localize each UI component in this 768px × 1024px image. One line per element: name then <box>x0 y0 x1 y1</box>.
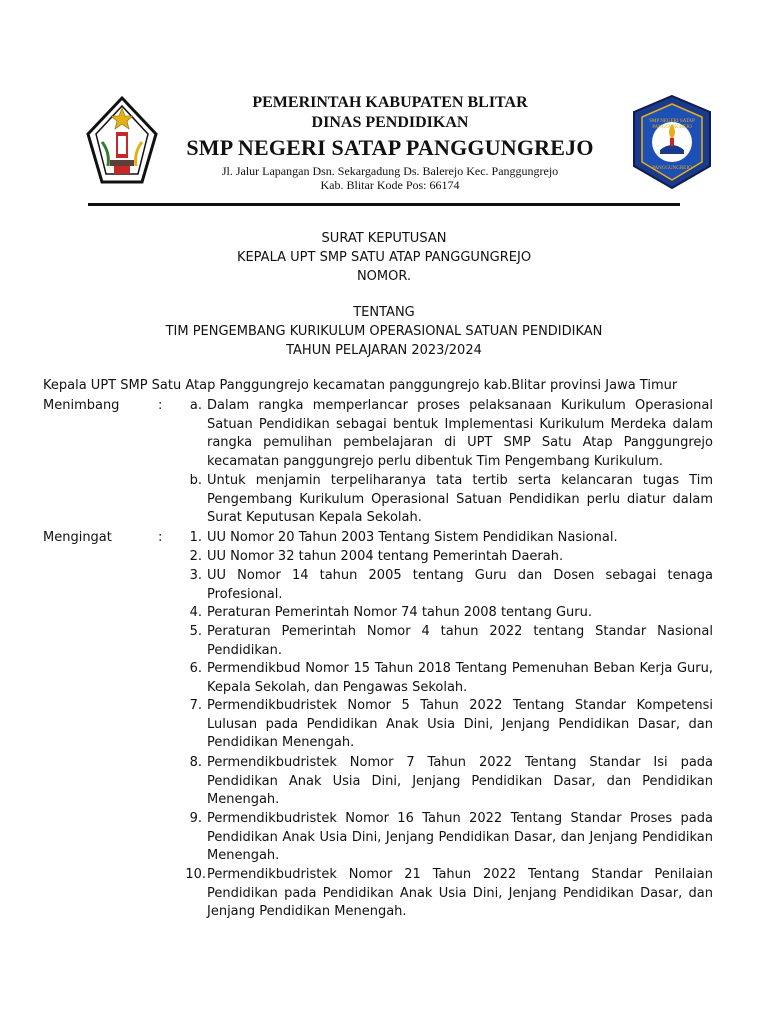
menimbang-colon: : <box>158 398 163 413</box>
seal-top-text: SMP NEGERI SATAP PANGGUNGREJO <box>649 119 695 130</box>
title-surat-keputusan: SURAT KEPUTUSAN <box>321 231 447 246</box>
mengingat-item-7: Permendikbudristek Nomor 5 Tahun 2022 Tentang Standar Kompetensi Lulusan pada Pendidikan Anak Usia Dini, Jenjang Pendidikan Dasar, dan Pendidikan Menengah. <box>207 698 713 750</box>
title-kepala: KEPALA UPT SMP SATU ATAP PANGGUNGREJO <box>236 250 532 265</box>
header-address-line1: Jl. Jalur Lapangan Dsn. Sekargadung Ds. Balerejo Kec. Panggungrejo <box>221 164 559 178</box>
mengingat-item-10: Permendikbudristek Nomor 21 Tahun 2022 Tentang Standar Penilaian Pendidikan pada Pendidikan Anak Usia Dini, Jenjang Pendidikan Dasar, dan Jenjang Pendidikan Menengah. <box>207 867 713 919</box>
menimbang-marker-b: b. <box>189 473 202 488</box>
mengingat-marker-1: 1. <box>189 530 202 545</box>
header-address-line2: Kab. Blitar Kode Pos: 66174 <box>320 178 460 192</box>
header-government: PEMERINTAH KABUPATEN BLITAR <box>252 94 528 111</box>
mengingat-marker-7: 7. <box>189 698 202 713</box>
mengingat-item-2: UU Nomor 32 tahun 2004 tentang Pemerintah Daerah. <box>207 549 564 564</box>
kabupaten-blitar-logo <box>86 94 158 190</box>
mengingat-label: Mengingat <box>43 530 112 545</box>
school-seal-logo <box>630 94 714 190</box>
mengingat-item-5: Peraturan Pemerintah Nomor 4 tahun 2022 tentang Standar Nasional Pendidikan. <box>207 624 713 658</box>
header-divider <box>88 203 680 206</box>
menimbang-marker-a: a. <box>189 398 202 413</box>
title-nomor: NOMOR. <box>356 269 412 284</box>
title-tentang: TENTANG <box>353 305 415 320</box>
mengingat-item-1: UU Nomor 20 Tahun 2003 Tentang Sistem Pendidikan Nasional. <box>207 530 618 545</box>
mengingat-marker-10: 10. <box>185 867 206 882</box>
mengingat-colon: : <box>158 530 163 545</box>
mengingat-marker-6: 6. <box>189 661 202 676</box>
mengingat-marker-2: 2. <box>189 549 202 564</box>
header-school-name: SMP NEGERI SATAP PANGGUNGREJO <box>186 135 594 160</box>
mengingat-marker-3: 3. <box>189 568 202 583</box>
seal-bottom-text: PANGGUNGREJO <box>652 166 692 171</box>
header-department: DINAS PENDIDIKAN <box>311 114 469 131</box>
mengingat-item-9: Permendikbudristek Nomor 16 Tahun 2022 Tentang Standar Proses pada Pendidikan Anak Usia Dini, Jenjang Pendidikan Dasar, dan Jenjang Pendidikan Menengah. <box>207 811 713 863</box>
title-subject: TIM PENGEMBANG KURIKULUM OPERASIONAL SATUAN PENDIDIKAN <box>165 324 603 339</box>
mengingat-item-4: Peraturan Pemerintah Nomor 74 tahun 2008 tentang Guru. <box>207 605 592 620</box>
title-year: TAHUN PELAJARAN 2023/2024 <box>286 343 482 358</box>
mengingat-item-6: Permendikbud Nomor 15 Tahun 2018 Tentang Pemenuhan Beban Kerja Guru, Kepala Sekolah, dan Pengawas Sekolah. <box>207 661 713 695</box>
mengingat-marker-4: 4. <box>189 605 202 620</box>
mengingat-item-8: Permendikbudristek Nomor 7 Tahun 2022 Tentang Standar Isi pada Pendidikan Anak Usia Dini, Jenjang Pendidikan Dasar, dan Pendidikan Menengah. <box>207 755 713 807</box>
intro-paragraph: Kepala UPT SMP Satu Atap Panggungrejo kecamatan panggungrejo kab.Blitar provinsi Jawa Timur <box>43 378 678 393</box>
menimbang-item-a: Dalam rangka memperlancar proses pelaksanaan Kurikulum Operasional Satuan Pendidikan sebagai bentuk Implementasi Kurikulum Merdeka dalam rangka pemulihan pembelajaran di UPT SMP Satu Atap Panggungrejo kecamatan panggungrejo perlu dibentuk Tim Pengembang Kurikulum. <box>207 398 713 469</box>
mengingat-marker-5: 5. <box>189 624 202 639</box>
menimbang-item-b: Untuk menjamin terpeliharanya tata tertib serta kelancaran tugas Tim Pengembang Kurikulum Operasional Satuan Pendidikan perlu diatur dalam Surat Keputusan Kepala Sekolah. <box>207 473 713 525</box>
menimbang-label: Menimbang <box>43 398 120 413</box>
mengingat-marker-9: 9. <box>189 811 202 826</box>
mengingat-marker-8: 8. <box>189 755 202 770</box>
mengingat-item-3: UU Nomor 14 tahun 2005 tentang Guru dan Dosen sebagai tenaga Profesional. <box>207 568 713 602</box>
